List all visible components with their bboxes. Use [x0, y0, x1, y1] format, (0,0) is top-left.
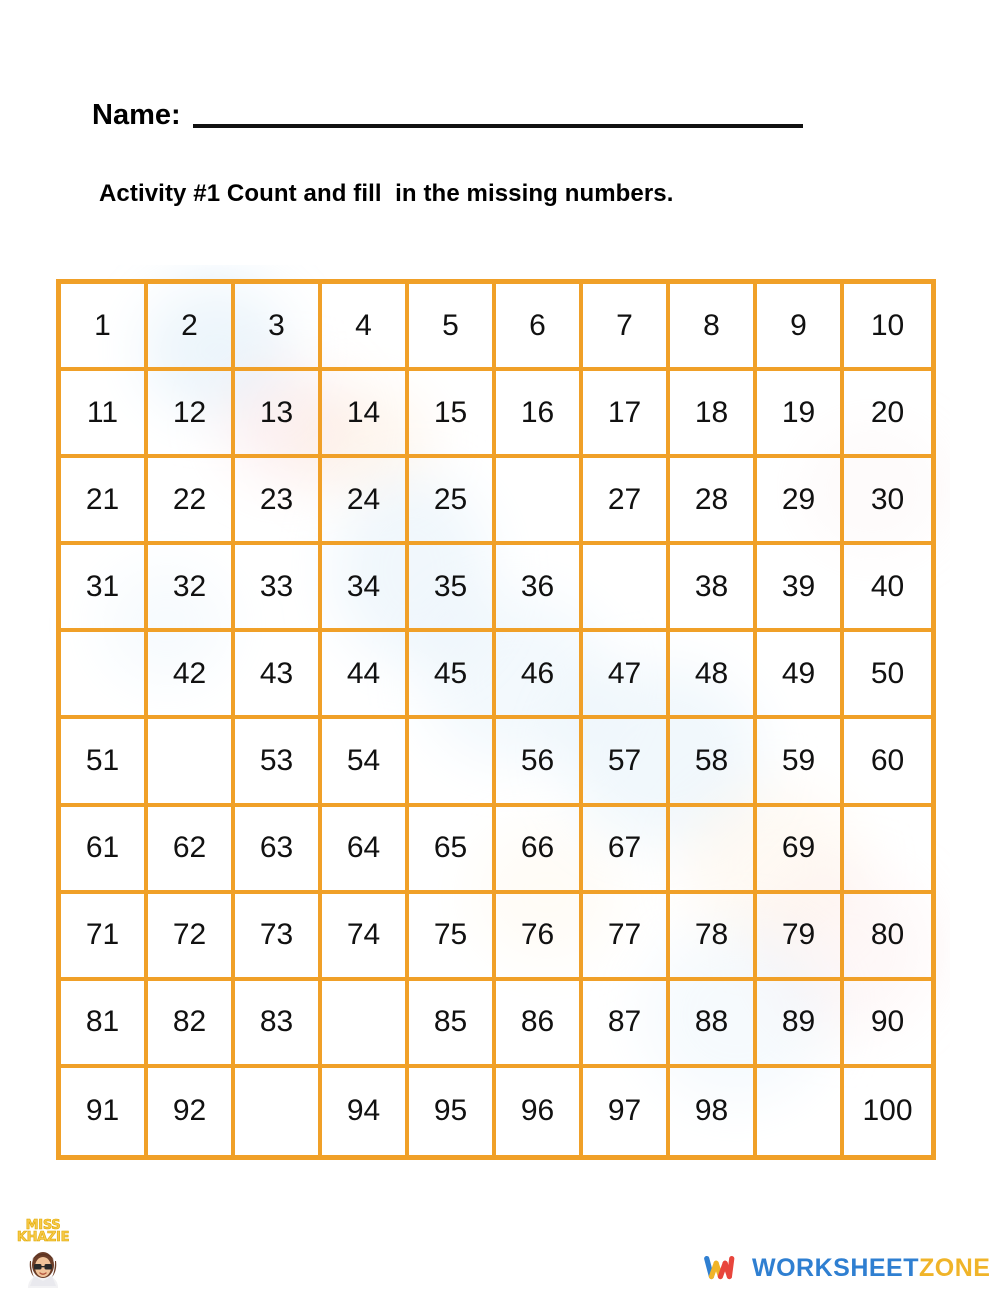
grid-cell[interactable]: 92: [148, 1068, 235, 1155]
grid-cell[interactable]: 66: [496, 807, 583, 894]
grid-cell[interactable]: 29: [757, 458, 844, 545]
grid-cell[interactable]: 95: [409, 1068, 496, 1155]
grid-cell-blank[interactable]: [322, 981, 409, 1068]
name-input-line[interactable]: [193, 124, 803, 128]
grid-cell[interactable]: 2: [148, 284, 235, 371]
grid-cell[interactable]: 57: [583, 719, 670, 806]
brand-name-zone: ZONE: [919, 1253, 991, 1282]
grid-cell[interactable]: 32: [148, 545, 235, 632]
w-logo-icon: [700, 1251, 738, 1285]
grid-cell-blank[interactable]: [496, 458, 583, 545]
grid-cell[interactable]: 89: [757, 981, 844, 1068]
grid-cell[interactable]: 98: [670, 1068, 757, 1155]
grid-cell[interactable]: 22: [148, 458, 235, 545]
grid-cell-blank[interactable]: [583, 545, 670, 632]
grid-cell[interactable]: 58: [670, 719, 757, 806]
grid-cell[interactable]: 44: [322, 632, 409, 719]
grid-cell[interactable]: 59: [757, 719, 844, 806]
grid-cell[interactable]: 83: [235, 981, 322, 1068]
grid-cell[interactable]: 88: [670, 981, 757, 1068]
grid-cell[interactable]: 27: [583, 458, 670, 545]
number-grid: [56, 279, 936, 1160]
avatar-icon: [22, 1248, 64, 1290]
grid-cell[interactable]: 10: [844, 284, 931, 371]
grid-cell[interactable]: 12: [148, 371, 235, 458]
grid-cell[interactable]: 43: [235, 632, 322, 719]
grid-cell[interactable]: 56: [496, 719, 583, 806]
grid-cell[interactable]: 62: [148, 807, 235, 894]
grid-cell[interactable]: 67: [583, 807, 670, 894]
grid-cell[interactable]: 77: [583, 894, 670, 981]
grid-cell[interactable]: 14: [322, 371, 409, 458]
grid-cell[interactable]: 51: [61, 719, 148, 806]
creator-logo-line-1: MISS: [25, 1218, 61, 1233]
grid-cell[interactable]: 79: [757, 894, 844, 981]
grid-cell[interactable]: 13: [235, 371, 322, 458]
grid-cell[interactable]: 5: [409, 284, 496, 371]
grid-cell[interactable]: 1: [61, 284, 148, 371]
grid-cell[interactable]: 17: [583, 371, 670, 458]
worksheetzone-brand[interactable]: [700, 1248, 990, 1288]
grid-cell[interactable]: 40: [844, 545, 931, 632]
grid-cell-blank[interactable]: [757, 1068, 844, 1155]
grid-cell[interactable]: 71: [61, 894, 148, 981]
grid-cell[interactable]: 45: [409, 632, 496, 719]
brand-name: [752, 1254, 990, 1283]
grid-cell[interactable]: 85: [409, 981, 496, 1068]
hundreds-chart: [56, 279, 936, 1160]
grid-cell[interactable]: 19: [757, 371, 844, 458]
grid-cell-blank[interactable]: [409, 719, 496, 806]
grid-cell[interactable]: 72: [148, 894, 235, 981]
grid-cell[interactable]: 9: [757, 284, 844, 371]
grid-cell[interactable]: 97: [583, 1068, 670, 1155]
grid-cell[interactable]: 18: [670, 371, 757, 458]
grid-cell[interactable]: 78: [670, 894, 757, 981]
grid-cell[interactable]: 49: [757, 632, 844, 719]
name-label: Name:: [92, 99, 181, 131]
grid-cell[interactable]: 82: [148, 981, 235, 1068]
grid-cell[interactable]: 11: [61, 371, 148, 458]
grid-cell[interactable]: 94: [322, 1068, 409, 1155]
grid-cell[interactable]: 54: [322, 719, 409, 806]
activity-instruction: Activity #1 Count and fill in the missing numbers.: [99, 180, 674, 207]
grid-cell[interactable]: 50: [844, 632, 931, 719]
grid-cell-blank[interactable]: [148, 719, 235, 806]
grid-cell[interactable]: 64: [322, 807, 409, 894]
grid-cell[interactable]: 61: [61, 807, 148, 894]
grid-cell[interactable]: 33: [235, 545, 322, 632]
grid-cell[interactable]: 36: [496, 545, 583, 632]
grid-cell[interactable]: 75: [409, 894, 496, 981]
grid-cell[interactable]: 96: [496, 1068, 583, 1155]
grid-cell[interactable]: 6: [496, 284, 583, 371]
creator-logo-line-2: KHAZIE: [16, 1230, 70, 1245]
grid-cell-blank[interactable]: [61, 632, 148, 719]
brand-name-worksheet: WORKSHEET: [752, 1253, 919, 1282]
grid-cell[interactable]: 81: [61, 981, 148, 1068]
grid-cell[interactable]: 76: [496, 894, 583, 981]
grid-cell[interactable]: 53: [235, 719, 322, 806]
grid-cell[interactable]: 7: [583, 284, 670, 371]
grid-cell[interactable]: 47: [583, 632, 670, 719]
grid-cell[interactable]: 73: [235, 894, 322, 981]
grid-cell[interactable]: 63: [235, 807, 322, 894]
grid-cell[interactable]: 34: [322, 545, 409, 632]
grid-cell[interactable]: 46: [496, 632, 583, 719]
grid-cell[interactable]: 69: [757, 807, 844, 894]
grid-cell[interactable]: 42: [148, 632, 235, 719]
grid-cell[interactable]: 80: [844, 894, 931, 981]
creator-logo: [4, 1218, 82, 1290]
grid-cell[interactable]: 35: [409, 545, 496, 632]
grid-cell[interactable]: 4: [322, 284, 409, 371]
grid-cell[interactable]: 65: [409, 807, 496, 894]
grid-cell-blank[interactable]: [235, 1068, 322, 1155]
grid-cell[interactable]: 39: [757, 545, 844, 632]
grid-cell[interactable]: 91: [61, 1068, 148, 1155]
grid-cell[interactable]: 30: [844, 458, 931, 545]
grid-cell[interactable]: 90: [844, 981, 931, 1068]
grid-cell[interactable]: 87: [583, 981, 670, 1068]
grid-cell[interactable]: 15: [409, 371, 496, 458]
grid-cell[interactable]: 20: [844, 371, 931, 458]
grid-cell[interactable]: 100: [844, 1068, 931, 1155]
grid-cell[interactable]: 3: [235, 284, 322, 371]
grid-cell[interactable]: 24: [322, 458, 409, 545]
grid-cell-blank[interactable]: [670, 807, 757, 894]
grid-cell[interactable]: 21: [61, 458, 148, 545]
grid-cell[interactable]: 31: [61, 545, 148, 632]
grid-cell[interactable]: 8: [670, 284, 757, 371]
grid-cell[interactable]: 25: [409, 458, 496, 545]
grid-cell[interactable]: 86: [496, 981, 583, 1068]
name-row: [92, 86, 852, 132]
creator-logo-text: [10, 1220, 76, 1244]
grid-cell-blank[interactable]: [844, 807, 931, 894]
grid-cell[interactable]: 38: [670, 545, 757, 632]
grid-cell[interactable]: 23: [235, 458, 322, 545]
grid-cell[interactable]: 74: [322, 894, 409, 981]
grid-cell[interactable]: 48: [670, 632, 757, 719]
grid-cell[interactable]: 60: [844, 719, 931, 806]
grid-cell[interactable]: 28: [670, 458, 757, 545]
grid-cell[interactable]: 16: [496, 371, 583, 458]
